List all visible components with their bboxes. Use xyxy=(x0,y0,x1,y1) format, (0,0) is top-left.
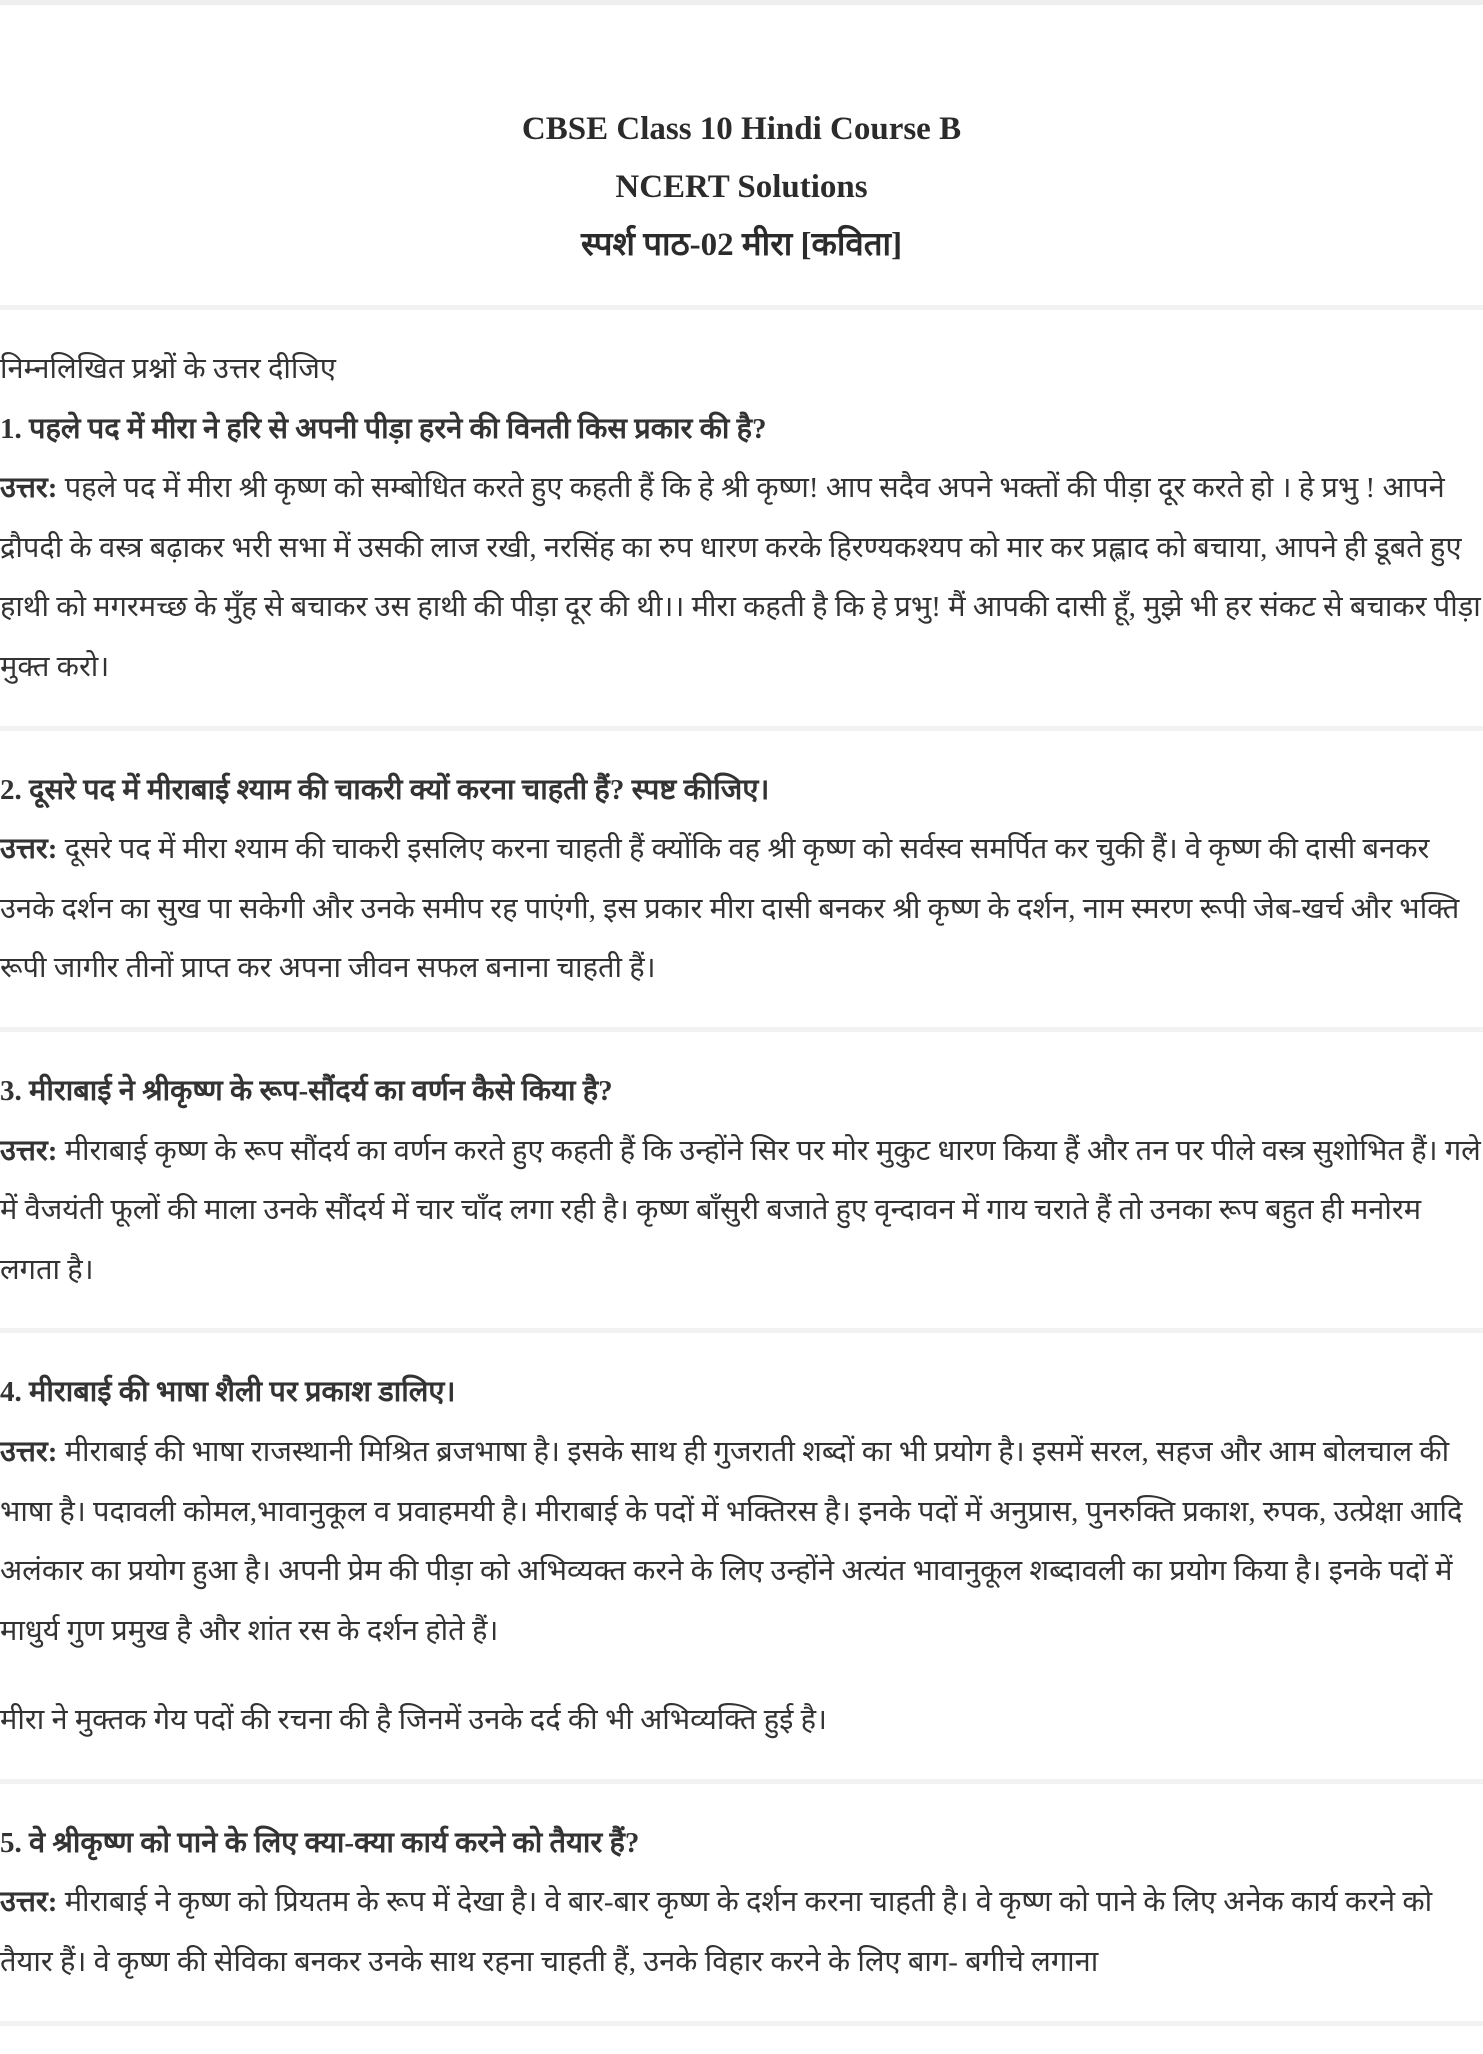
qa-section-4 xyxy=(0,1333,1483,1779)
question-3: 3. मीराबाई ने श्रीकृष्ण के रूप-सौंदर्य का वर्णन कैसे किया है? xyxy=(0,1074,613,1107)
answer-text: मीराबाई कृष्ण के रूप सौंदर्य का वर्णन करते हुए कहती हैं कि उन्होंने सिर पर मोर मुकुट धारण किया हैं और तन पर पीले वस्त्र सुशोभित हैं। गले में वैजयंती फूलों की माला उनके सौंदर्य में चार चाँद लगा रही है। कृष्ण बाँसुरी बजाते हुए वृन्दावन में गाय चराते हैं तो उनका रूप बहुत ही मनोरम लगता है। xyxy=(0,1134,1481,1286)
question-2: 2. दूसरे पद में मीराबाई श्याम की चाकरी क्यों करना चाहती हैं? स्पष्ट कीजिए। xyxy=(0,773,770,806)
answer-1 xyxy=(0,459,1483,697)
intro-text: निम्नलिखित प्रश्नों के उत्तर दीजिए xyxy=(0,353,336,385)
title-line-2: NCERT Solutions xyxy=(615,169,868,205)
title-line-3: स्पर्श पाठ-02 मीरा [कविता] xyxy=(580,227,903,263)
answer-text: दूसरे पद में मीरा श्याम की चाकरी इसलिए करना चाहती हैं क्योंकि वह श्री कृष्ण को सर्वस्व समर्पित कर चुकी हैं। वे कृष्ण की दासी बनकर उनके दर्शन का सुख पा सकेगी और उनके समीप रह पाएंगी, इस प्रकार मीरा दासी बनकर श्री कृष्ण के दर्शन, नाम स्मरण रूपी जेब-खर्च और भक्ति रूपी जागीर तीनों प्राप्त कर अपना जीवन सफल बनाना चाहती हैं। xyxy=(0,833,1460,985)
document-header xyxy=(0,5,1483,305)
answer-5 xyxy=(0,1873,1483,1992)
answer-label: उत्तर: xyxy=(0,1886,58,1919)
answer-label: उत्तर: xyxy=(0,1134,58,1167)
question-1: 1. पहले पद में मीरा ने हरि से अपनी पीड़ा हरने की विनती किस प्रकार की है? xyxy=(0,412,767,445)
qa-section-1 xyxy=(0,310,1483,726)
answer-text: मीराबाई की भाषा राजस्थानी मिश्रित ब्रजभाषा है। इसके साथ ही गुजराती शब्दों का भी प्रयोग है। इसमें सरल, सहज और आम बोलचाल की भाषा है। पदावली कोमल,भावानुकूल व प्रवाहमयी है। मीराबाई के पदों में भक्तिरस है। इनके पदों में अनुप्रास, पुनरुक्ति प्रकाश, रुपक, उत्प्रेक्षा आदि अलंकार का प्रयोग हुआ है। अपनी प्रेम की पीड़ा को अभिव्यक्त करने के लिए उन्होंने अत्यंत भावानुकूल शब्दावली का प्रयोग किया है। इनके पदों में माधुर्य गुण प्रमुख है और शांत रस के दर्शन होते हैं। xyxy=(0,1435,1463,1647)
section-divider xyxy=(0,2021,1483,2026)
answer-text: मीराबाई ने कृष्ण को प्रियतम के रूप में देखा है। वे बार-बार कृष्ण के दर्शन करना चाहती है। वे कृष्ण को पाने के लिए अनेक कार्य करने को तैयार हैं। वे कृष्ण की सेविका बनकर उनके साथ रहना चाहती हैं, उनके विहार करने के लिए बाग- बगीचे लगाना xyxy=(0,1886,1433,1979)
answer-label: उत्तर: xyxy=(0,472,58,505)
answer-2 xyxy=(0,820,1483,999)
qa-section-2 xyxy=(0,731,1483,1027)
answer-text: पहले पद में मीरा श्री कृष्ण को सम्बोधित करते हुए कहती हैं कि हे श्री कृष्ण! आप सदैव अपने भक्तों की पीड़ा दूर करते हो । हे प्रभु ! आपने द्रौपदी के वस्त्र बढ़ाकर भरी सभा में उसकी लाज रखी, नरसिंह का रुप धारण करके हिरण्यकश्यप को मार कर प्रह्लाद को बचाया, आपने ही डूबते हुए हाथी को मगरमच्छ के मुँह से बचाकर उस हाथी की पीड़ा दूर की थी।। मीरा कहती है कि हे प्रभु! मैं आपकी दासी हूँ, मुझे भी हर संकट से बचाकर पीड़ा मुक्त करो। xyxy=(0,472,1481,683)
qa-section-3 xyxy=(0,1032,1483,1328)
answer-label: उत्तर: xyxy=(0,1435,58,1468)
question-4: 4. मीराबाई की भाषा शैली पर प्रकाश डालिए। xyxy=(0,1376,456,1409)
qa-section-5 xyxy=(0,1784,1483,2021)
answer-4 xyxy=(0,1423,1483,1661)
title-line-1: CBSE Class 10 Hindi Course B xyxy=(521,111,962,147)
answer-3 xyxy=(0,1122,1483,1301)
answer-4-extra: मीरा ने मुक्तक गेय पदों की रचना की है जिनमें उनके दर्द की भी अभिव्यक्ति हुई है। xyxy=(0,1704,827,1737)
answer-label: उत्तर: xyxy=(0,833,58,866)
question-5: 5. वे श्रीकृष्ण को पाने के लिए क्या-क्या कार्य करने को तैयार हैं? xyxy=(0,1826,640,1859)
